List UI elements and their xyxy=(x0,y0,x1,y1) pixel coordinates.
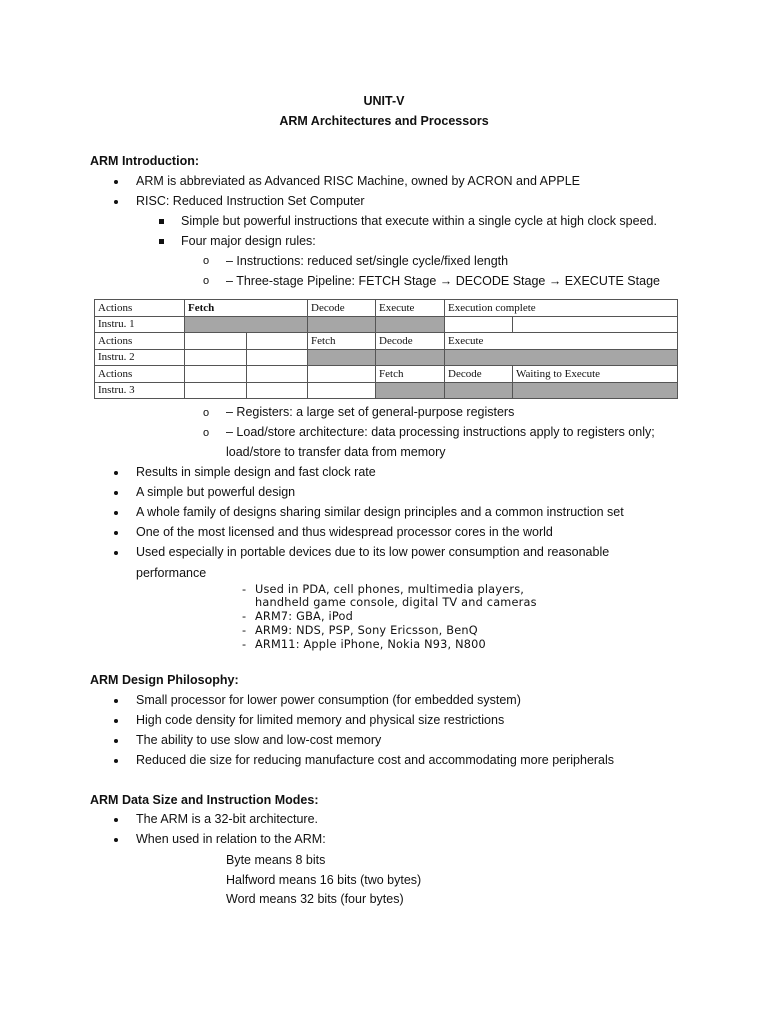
table-cell: Execute xyxy=(445,333,678,350)
circle-bullet-icon: o xyxy=(203,427,210,439)
bullet-icon xyxy=(114,818,118,822)
table-row xyxy=(95,300,678,317)
intro-sub-2: Four major design rules: xyxy=(181,234,316,248)
philosophy-bullet-3: The ability to use slow and low-cost memory xyxy=(136,733,382,747)
device-line-3: ARM9: NDS, PSP, Sony Ericsson, BenQ xyxy=(255,624,478,637)
device-line-1: Used in PDA, cell phones, multimedia players, xyxy=(255,583,525,596)
device-dash: - xyxy=(242,610,247,623)
device-line-4: ARM11: Apple iPhone, Nokia N93, N800 xyxy=(255,638,486,651)
table-cell xyxy=(513,316,678,333)
bullet-icon xyxy=(114,471,118,475)
unit-label: UNIT-V xyxy=(363,94,405,108)
datasize-bullet-1: The ARM is a 32-bit architecture. xyxy=(136,812,319,826)
table-cell xyxy=(247,366,308,383)
table-cell xyxy=(185,333,247,350)
table-cell: Instru. 3 xyxy=(95,382,185,399)
design-rule-1: – Instructions: reduced set/single cycle/fixed length xyxy=(226,254,509,268)
table-cell xyxy=(185,366,247,383)
table-cell-shaded xyxy=(445,382,513,399)
circle-bullet-icon: o xyxy=(203,407,210,419)
intro-bullet-5: A whole family of designs sharing similar design principles and a common instruction set xyxy=(136,505,624,519)
section-heading-datasize: ARM Data Size and Instruction Modes: xyxy=(90,793,319,807)
table-cell-shaded xyxy=(376,349,445,366)
design-rule-4-continued: load/store to transfer data from memory xyxy=(226,445,446,459)
table-cell-shaded xyxy=(513,382,678,399)
intro-bullet-4: A simple but powerful design xyxy=(136,485,296,499)
section-heading-philosophy: ARM Design Philosophy: xyxy=(90,673,239,687)
table-row xyxy=(95,366,678,383)
bullet-icon xyxy=(114,719,118,723)
table-cell: Decode xyxy=(445,366,513,383)
square-bullet-icon xyxy=(159,239,164,244)
intro-bullet-6: One of the most licensed and thus widespread processor cores in the world xyxy=(136,525,553,539)
philosophy-bullet-4: Reduced die size for reducing manufacture cost and accommodating more peripherals xyxy=(136,753,615,767)
table-cell: Actions xyxy=(95,333,185,350)
table-cell: Actions xyxy=(95,366,185,383)
table-cell: Decode xyxy=(376,333,445,350)
datasize-bullet-2: When used in relation to the ARM: xyxy=(136,832,326,846)
table-cell: Fetch xyxy=(376,366,445,383)
table-cell: Instru. 1 xyxy=(95,316,185,333)
intro-bullet-3: Results in simple design and fast clock rate xyxy=(136,465,376,479)
table-cell xyxy=(445,316,513,333)
intro-bullet-1: ARM is abbreviated as Advanced RISC Machine, owned by ACRON and APPLE xyxy=(136,174,580,188)
table-cell: Fetch xyxy=(185,300,308,317)
circle-bullet-icon: o xyxy=(203,275,210,287)
table-row xyxy=(95,333,678,350)
table-cell xyxy=(308,366,376,383)
bullet-icon xyxy=(114,200,118,204)
bullet-icon xyxy=(114,180,118,184)
bullet-icon xyxy=(114,551,118,555)
table-cell xyxy=(308,382,376,399)
table-cell-shaded xyxy=(445,349,678,366)
bullet-icon xyxy=(114,699,118,703)
device-dash: - xyxy=(242,624,247,637)
philosophy-bullet-2: High code density for limited memory and physical size restrictions xyxy=(136,713,505,727)
square-bullet-icon xyxy=(159,219,164,224)
table-cell-shaded xyxy=(308,349,376,366)
table-cell-shaded xyxy=(185,316,308,333)
intro-sub-1: Simple but powerful instructions that execute within a single cycle at high clock speed. xyxy=(181,214,657,228)
table-cell-shaded xyxy=(376,316,445,333)
table-cell xyxy=(185,349,247,366)
table-cell: Fetch xyxy=(308,333,376,350)
table-cell: Execution complete xyxy=(445,300,678,317)
device-line-2: ARM7: GBA, iPod xyxy=(255,610,353,623)
table-cell: Decode xyxy=(308,300,376,317)
table-cell: Actions xyxy=(95,300,185,317)
design-rule-4: – Load/store architecture: data processing instructions apply to registers only; xyxy=(226,425,655,439)
table-cell xyxy=(247,333,308,350)
device-line-1-continued: handheld game console, digital TV and cameras xyxy=(255,596,537,609)
design-rule-3: – Registers: a large set of general-purpose registers xyxy=(226,405,515,419)
table-cell xyxy=(247,349,308,366)
table-cell: Waiting to Execute xyxy=(513,366,678,383)
bullet-icon xyxy=(114,739,118,743)
bullet-icon xyxy=(114,531,118,535)
table-row xyxy=(95,382,678,399)
bullet-icon xyxy=(114,491,118,495)
table-cell-shaded xyxy=(376,382,445,399)
circle-bullet-icon: o xyxy=(203,255,210,267)
datasize-word: Word means 32 bits (four bytes) xyxy=(226,892,404,906)
section-heading-intro: ARM Introduction: xyxy=(90,154,200,168)
table-cell-shaded xyxy=(308,316,376,333)
device-dash: - xyxy=(242,638,247,651)
datasize-halfword: Halfword means 16 bits (two bytes) xyxy=(226,873,422,887)
bullet-icon xyxy=(114,838,118,842)
table-cell: Execute xyxy=(376,300,445,317)
table-row xyxy=(95,316,678,333)
table-cell xyxy=(185,382,247,399)
table-cell: Instru. 2 xyxy=(95,349,185,366)
pipeline-table xyxy=(94,299,678,399)
philosophy-bullet-1: Small processor for lower power consumption (for embedded system) xyxy=(136,693,521,707)
device-dash: - xyxy=(242,583,247,596)
table-row xyxy=(95,349,678,366)
intro-bullet-7: Used especially in portable devices due to its low power consumption and reasonable xyxy=(136,545,610,559)
table-cell xyxy=(247,382,308,399)
page-title: ARM Architectures and Processors xyxy=(279,114,489,128)
bullet-icon xyxy=(114,759,118,763)
bullet-icon xyxy=(114,511,118,515)
intro-bullet-2: RISC: Reduced Instruction Set Computer xyxy=(136,194,365,208)
design-rule-2: – Three-stage Pipeline: FETCH Stage → DECODE Stage → EXECUTE Stage xyxy=(226,274,660,288)
intro-bullet-7-continued: performance xyxy=(136,566,207,580)
datasize-byte: Byte means 8 bits xyxy=(226,853,326,867)
